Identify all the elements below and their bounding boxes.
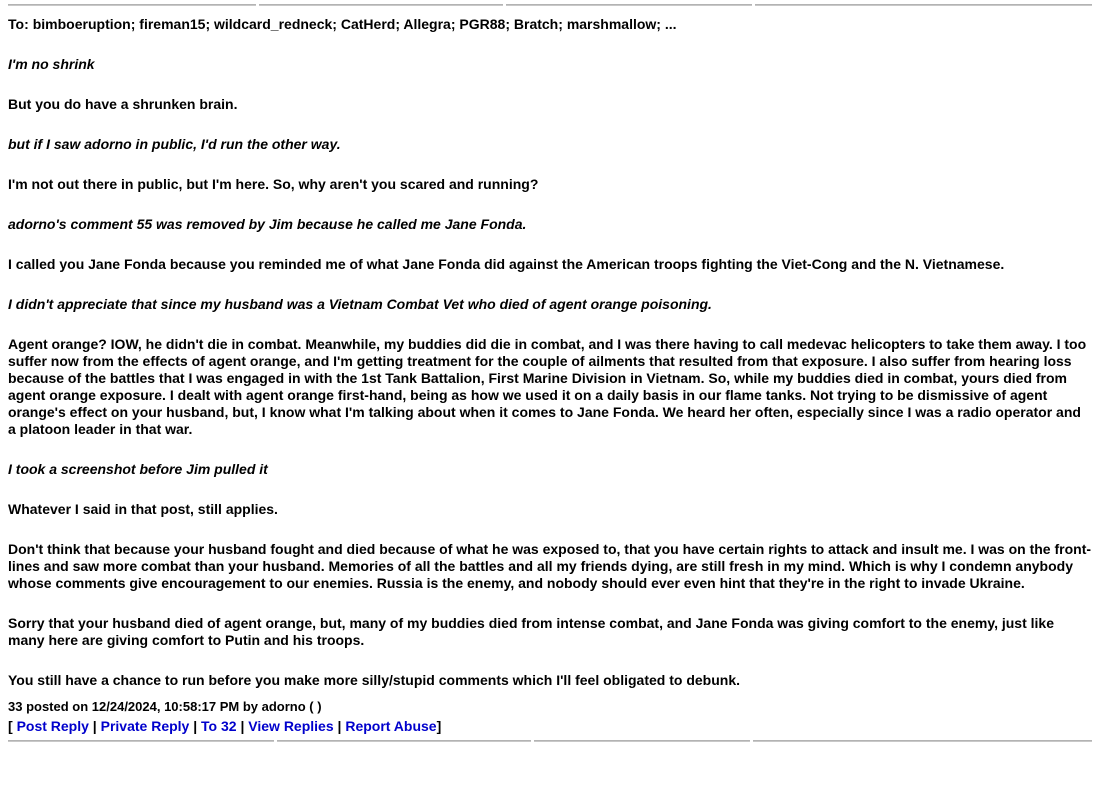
- recipient-list: bimboeruption; fireman15; wildcard_redneck; CatHerd; Allegra; PGR88; Bratch; marshmallow; ...: [32, 16, 677, 32]
- divider-segment: [8, 740, 274, 742]
- reply-text-paragraph: You still have a chance to run before you make more silly/stupid comments which I'll feel obligated to debunk.: [8, 672, 740, 688]
- quoted-text-paragraph: I'm no shrink: [8, 56, 95, 72]
- reply-text-paragraph: But you do have a shrunken brain.: [8, 96, 238, 112]
- private-reply-link[interactable]: Private Reply: [100, 718, 190, 734]
- divider-top: [8, 4, 1092, 6]
- quoted-text-paragraph: I didn't appreciate that since my husband was a Vietnam Combat Vet who died of agent orange poisoning.: [8, 296, 712, 312]
- quoted-text-paragraph: adorno's comment 55 was removed by Jim because he called me Jane Fonda.: [8, 216, 527, 232]
- divider-segment: [755, 4, 1092, 6]
- divider-bottom: [8, 740, 1092, 742]
- to-label: To:: [8, 16, 29, 32]
- divider-segment: [753, 740, 1092, 742]
- reply-text-paragraph: Agent orange? IOW, he didn't die in combat. Meanwhile, my buddies did die in combat, and I was there having to call medevac helicopters to take them away. I too suffer now from the effects of agent orange, and I'm getting treatment for the couple of ailments that resulted from that exposure. I also suffer from hearing loss because of the battles that I was engaged in with the 1st Tank Battalion, First Marine Division in Vietnam. So, while my buddies died in combat, yours died from agent orange exposure. I dealt with agent orange first-hand, being as how we used it on a daily basis in our flame tanks. Not trying to be dismissive of agent orange's effect on your husband, but, I know what I'm talking about when it comes to Jane Fonda. We heard her often, especially since I was a radio operator and a platoon leader in that war.: [8, 336, 1087, 437]
- recipient-link[interactable]: fireman15: [139, 16, 206, 32]
- recipient-link[interactable]: CatHerd: [340, 16, 396, 32]
- reply-text-paragraph: Don't think that because your husband fought and died because of what he was exposed to, that you have certain rights to attack and insult me. I was on the front-lines and saw more combat than your husband. Memories of all the battles and all my friends dying, are still fresh in my mind. Which is why I condemn anybody whose comments give encouragement to our enemies. Russia is the enemy, and nobody should ever even hint that they're in the right to invade Ukraine.: [8, 541, 1092, 591]
- to-line: [8, 16, 1092, 33]
- recipient-link[interactable]: wildcard_redneck: [214, 16, 333, 32]
- divider-segment: [277, 740, 531, 742]
- posted-byline: 33 posted on 12/24/2024, 10:58:17 PM by adorno ( ): [8, 699, 322, 714]
- post-body: [8, 56, 1092, 689]
- reply-text-paragraph: I'm not out there in public, but I'm here. So, why aren't you scared and running?: [8, 176, 539, 192]
- recipient-link[interactable]: Bratch: [513, 16, 559, 32]
- recipient-link[interactable]: bimboeruption: [32, 16, 131, 32]
- reply-text-paragraph: Whatever I said in that post, still applies.: [8, 501, 278, 517]
- divider-segment: [534, 740, 750, 742]
- recipient-link[interactable]: marshmallow: [566, 16, 657, 32]
- divider-segment: [259, 4, 503, 6]
- recipient-link[interactable]: PGR88: [459, 16, 506, 32]
- post-reply-link[interactable]: Post Reply: [16, 718, 89, 734]
- recipient-link[interactable]: Allegra: [403, 16, 451, 32]
- to-32-link[interactable]: To 32: [201, 718, 237, 734]
- post-actions: [ Post Reply | Private Reply | To 32 | View Replies | Report Abuse]: [8, 718, 442, 734]
- quoted-text-paragraph: I took a screenshot before Jim pulled it: [8, 461, 268, 477]
- view-replies-link[interactable]: View Replies: [248, 718, 334, 734]
- report-abuse-link[interactable]: Report Abuse: [345, 718, 437, 734]
- divider-segment: [8, 4, 256, 6]
- quoted-text-paragraph: but if I saw adorno in public, I'd run the other way.: [8, 136, 341, 152]
- divider-segment: [506, 4, 752, 6]
- reply-text-paragraph: I called you Jane Fonda because you reminded me of what Jane Fonda did against the American troops fighting the Viet-Cong and the N. Vietnamese.: [8, 256, 1005, 272]
- recipients-ellipsis: ...: [664, 16, 677, 32]
- reply-text-paragraph: Sorry that your husband died of agent orange, but, many of my buddies died from intense combat, and Jane Fonda was giving comfort to the enemy, just like many here are giving comfort to Putin and his troops.: [8, 615, 1054, 648]
